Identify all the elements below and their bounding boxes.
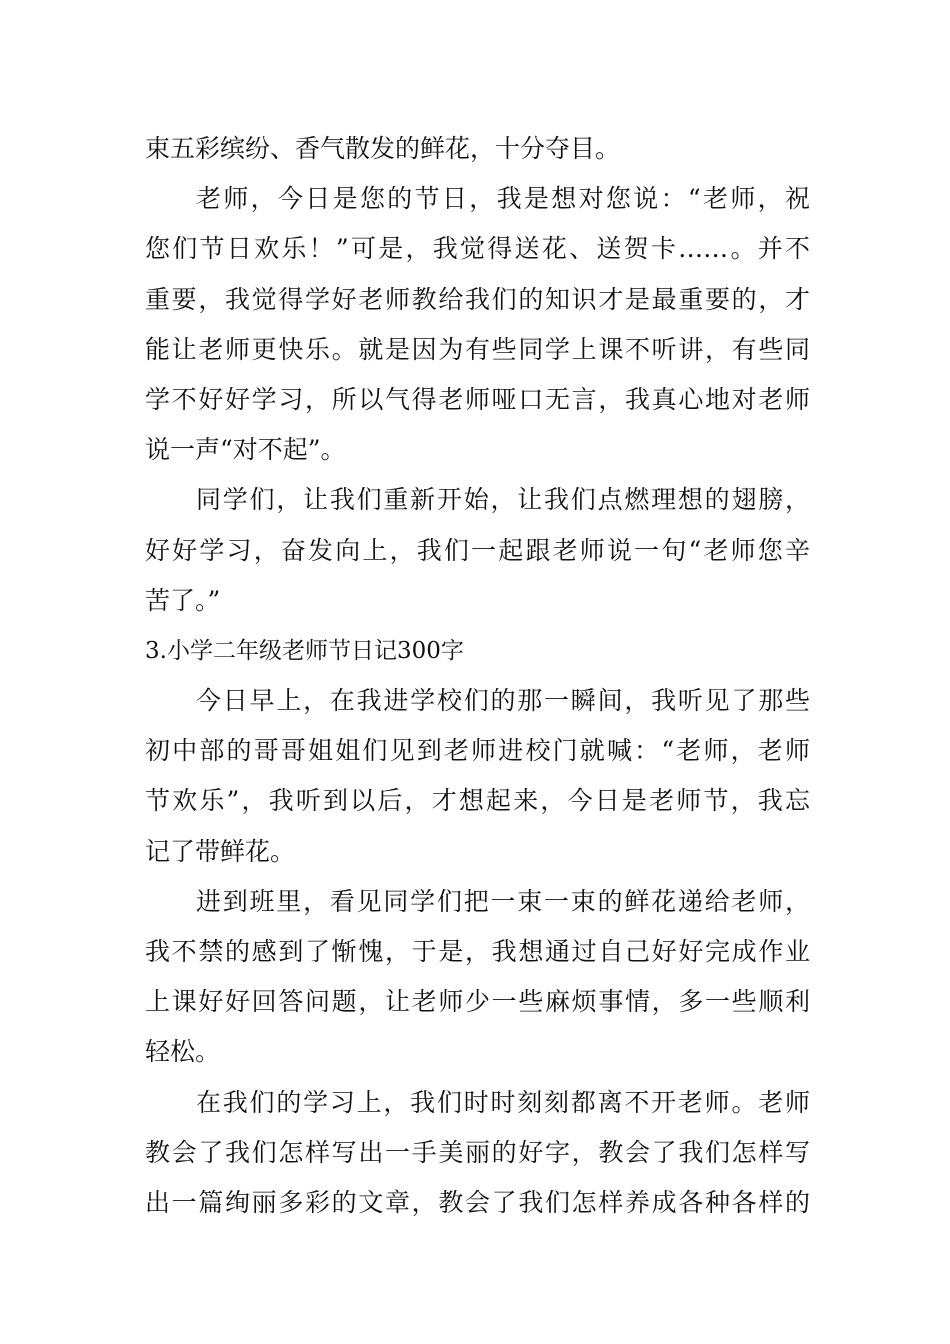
text-line: 初中部的哥哥姐姐们见到老师进校门就喊：“老师，老师 bbox=[145, 736, 810, 766]
document-body bbox=[145, 124, 810, 1228]
paragraph-start-line: 今日早上，在我进学校们的那一瞬间，我听见了那些 bbox=[196, 686, 810, 716]
text-line: 我不禁的感到了惭愧，于是，我想通过自己好好完成作业 bbox=[145, 937, 810, 966]
text-line: 学不好好学习，所以气得老师哑口无言，我真心地对老师 bbox=[145, 384, 810, 414]
text-line: 记了带鲜花。 bbox=[145, 836, 296, 866]
text-line: 苦了。” bbox=[145, 585, 221, 615]
text-line: 束五彩缤纷、香气散发的鲜花，十分夺目。 bbox=[145, 134, 621, 163]
paragraph-start-line: 进到班里，看见同学们把一束一束的鲜花递给老师， bbox=[196, 886, 810, 916]
paragraph-start-line: 在我们的学习上，我们时时刻刻都离不开老师。老师 bbox=[196, 1087, 810, 1117]
text-line: 轻松。 bbox=[145, 1037, 221, 1067]
text-line: 说一声“对不起”。 bbox=[145, 435, 346, 465]
text-line: 能让老师更快乐。就是因为有些同学上课不听讲，有些同 bbox=[145, 334, 810, 364]
text-line: 出一篇绚丽多彩的文章，教会了我们怎样养成各种各样的 bbox=[145, 1187, 810, 1217]
text-line: 重要，我觉得学好老师教给我们的知识才是最重要的，才 bbox=[145, 284, 810, 314]
text-line: 好好学习，奋发向上，我们一起跟老师说一句“老师您辛 bbox=[145, 535, 810, 565]
text-line: 上课好好回答问题，让老师少一些麻烦事情，多一些顺利 bbox=[145, 987, 810, 1017]
text-line: 节欢乐”，我听到以后，才想起来，今日是老师节，我忘 bbox=[145, 786, 810, 816]
section-heading: 3.小学二年级老师节日记300字 bbox=[145, 637, 464, 664]
text-line: 您们节日欢乐！”可是，我觉得送花、送贺卡……。并不 bbox=[145, 234, 810, 264]
paragraph-start-line: 老师，今日是您的节日，我是想对您说：“老师，祝 bbox=[196, 184, 810, 214]
paragraph-start-line: 同学们，让我们重新开始，让我们点燃理想的翅膀， bbox=[196, 485, 810, 515]
text-line: 教会了我们怎样写出一手美丽的好字，教会了我们怎样写 bbox=[145, 1137, 810, 1167]
